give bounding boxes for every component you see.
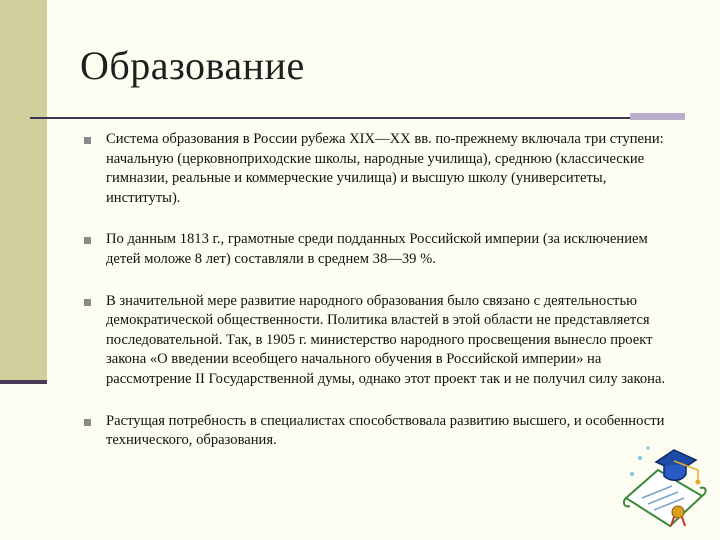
left-decor-band-edge — [0, 380, 47, 384]
bullet-marker-icon — [84, 237, 91, 244]
bullet-item — [84, 412, 684, 451]
bullet-marker-icon — [84, 299, 91, 306]
graduation-cap-diploma-icon — [618, 440, 710, 530]
title-divider — [30, 117, 630, 119]
bullet-marker-icon — [84, 137, 91, 144]
bullet-text: Растущая потребность в специалистах способствовала развитию высшего, и особенности технического, образования. — [106, 412, 665, 449]
left-decor-band — [0, 0, 47, 384]
bullet-list — [84, 130, 684, 451]
bullet-text: В значительной мере развитие народного образования было связано с деятельностью демократической общественности. Политика властей в этой области не представляется последовательной. Так, в 1905 г. министерство народного просвещения вынесло проект закона «О введении всеобщего начального обучения в Российской империи» на рассмотрение II Государственной думы, однако этот проект так и не получил силу закона. — [106, 292, 666, 387]
bullet-text: Система образования в России рубежа XIX—XX вв. по-прежнему включала три ступени: начальную (церковноприходские школы, народные училища), среднюю (классические гимназии, реальные и коммерческие училища) и высшую школу (университеты, институты). — [106, 131, 664, 206]
slide-title: Образование — [80, 43, 305, 88]
bullet-text: По данным 1813 г., грамотные среди подданных Российской империи (за исключением детей моложе 8 лет) составляли в среднем 38—39 %. — [106, 231, 648, 267]
bullet-item — [84, 130, 684, 208]
bullet-item — [84, 292, 684, 390]
bullet-item — [84, 230, 684, 269]
title-divider-accent — [630, 113, 685, 120]
bullet-marker-icon — [84, 419, 91, 426]
